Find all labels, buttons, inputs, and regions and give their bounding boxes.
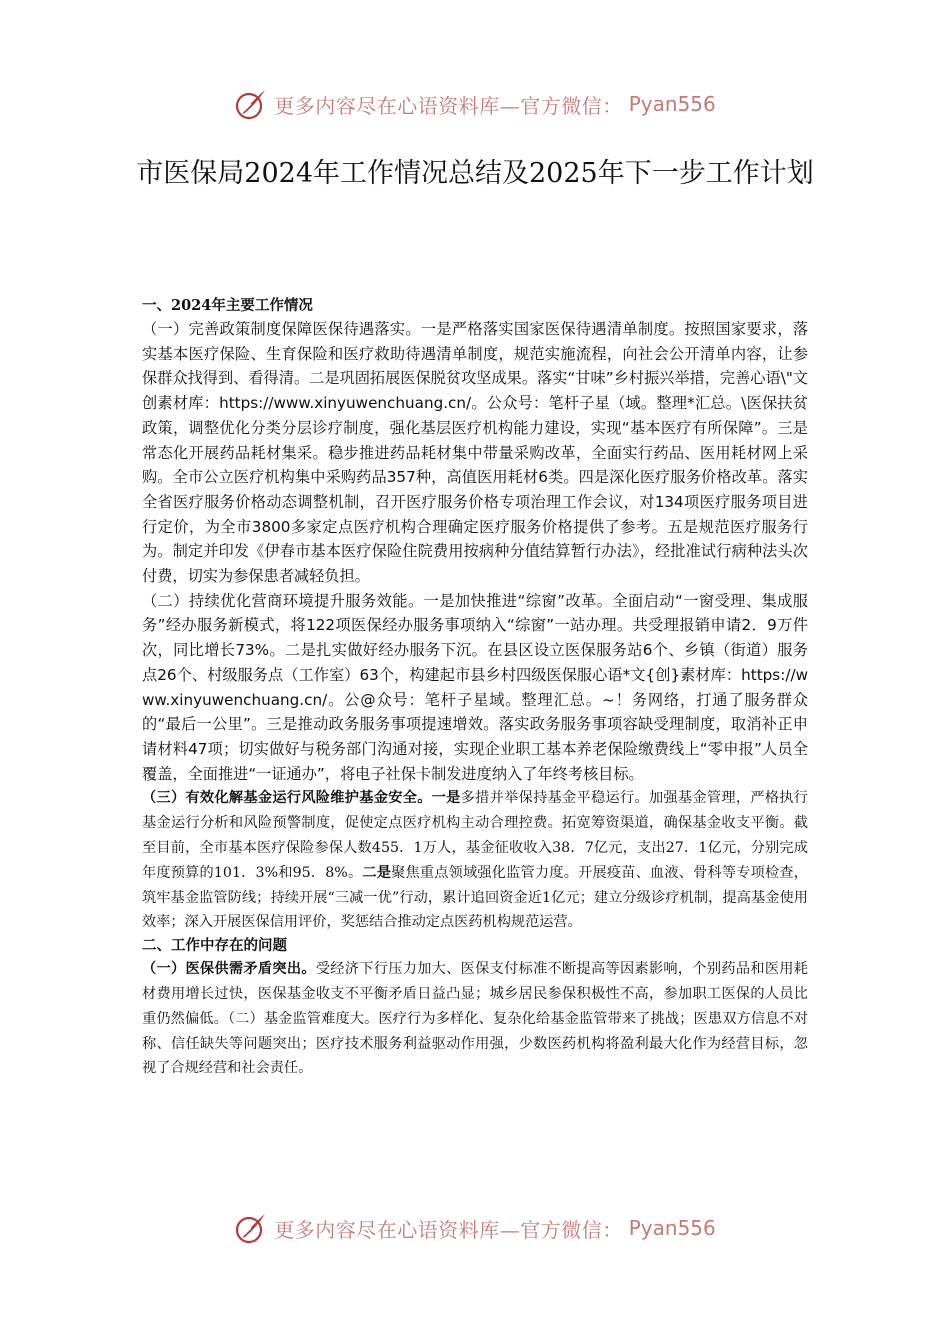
paragraph-service: （二）持续优化营商环境提升服务效能。一是加快推进“综窗”改革。全面启动“一窗受理、集成服务”经办服务新模式，将122项医保经办服务事项纳入“综窗”一站办理。共受理报销申请2．9万件次，同比增长73%。二是扎实做好经办服务下沉。在县区设立医保服务站6个、乡镇（街道）服务点26个、村级服务点（工作室）63个，构建起市县乡村四级医保服心语*文{创}素材库：https://www.xinyuwenchuang.cn/。公@众号：笔杆子星域。整理汇总。~！务网络，打通了服务群众的“最后一公里”。三是推动政务服务事项提速增效。落实政务服务事项容缺受理制度，取消补正申请材料47项；切实做好与税务部门沟通对接，实现企业职工基本养老保险缴费线上“零申报”人员全覆盖，全面推进“一证通办”，将电子社保卡制发进度纳入了年终考核目标。 bbox=[142, 591, 808, 783]
paragraph-problems bbox=[142, 957, 808, 1081]
banner-text: 更多内容尽在心语资料库—官方微信： bbox=[274, 93, 623, 118]
paragraph-fund-text-1: 多措并举保持基金平稳运行。加强基金管理，严格执行基金运行分析和风险预警制度，促使定点医疗机构主动合理控费。拓宽筹资渠道，确保基金收支平衡。截至目前，全市基本医疗保险参保人数455．1万人，基金征收收入38．7亿元，支出27．1亿元，分别完成年度预算的101．3%和95．8%。 bbox=[142, 790, 808, 881]
banner-wechat-id: Pyan556 bbox=[628, 1216, 716, 1240]
header-banner bbox=[0, 80, 950, 128]
footer-banner bbox=[0, 1204, 950, 1252]
paragraph-fund-lead-2: 二是 bbox=[362, 864, 392, 881]
paragraph-fund bbox=[142, 786, 808, 935]
document-body bbox=[142, 295, 808, 1081]
paragraph-problems-text: 受经济下行压力加大、医保支付标准不断提高等因素影响，个别药品和医用耗材费用增长过快，医保基金收支不平衡矛盾日益凸显；城乡居民参保积极性不高，参加职工医保的人员比重仍然偏低。（二）基金监管难度大。医疗行为多样化、复杂化给基金监管带来了挑战；医患双方信息不对称、信任缺失等问题突出；医疗技术服务利益驱动作用强，少数医药机构将盈利最大化作为经营目标，忽视了合规经营和社会责任。 bbox=[142, 961, 808, 1077]
banner-text: 更多内容尽在心语资料库—官方微信： bbox=[274, 1217, 623, 1242]
paragraph-fund-lead: （三）有效化解基金运行风险维护基金安全。一是 bbox=[142, 790, 461, 807]
section-heading-1: 一、2024年主要工作情况 bbox=[142, 297, 313, 314]
paragraph-problems-lead: （一）医保供需矛盾突出。 bbox=[142, 961, 316, 978]
quill-logo-icon bbox=[234, 87, 268, 121]
banner-wechat-id: Pyan556 bbox=[628, 92, 716, 116]
document-title: 市医保局2024年工作情况总结及2025年下一步工作计划 bbox=[136, 158, 814, 189]
paragraph-policy: （一）完善政策制度保障医保待遇落实。一是严格落实国家医保待遇清单制度。按照国家要求，落实基本医疗保险、生育保险和医疗救助待遇清单制度，规范实施流程，向社会公开清单内容，让参保群众找得到、看得清。二是巩固拓展医保脱贫攻坚成果。落实“甘味”乡村振兴举措，完善心语\"文创素材库：https://www.xinyuwenchuang.cn/。公众号：笔杆子星（域。整理*汇总。\医保扶贫政策，调整优化分类分层诊疗制度，强化基层医疗机构能力建设，实现“基本医疗有所保障”。三是常态化开展药品耗材集采。稳步推进药品耗材集中带量采购改革，全面实行药品、医用耗材网上采购。全市公立医疗机构集中采购药品357种，高值医用耗材6类。四是深化医疗服务价格改革。落实全省医疗服务价格动态调整机制，召开医疗服务价格专项治理工作会议，对134项医疗服务项目进行定价，为全市3800多家定点医疗机构合理确定医疗服务价格提供了参考。五是规范医疗服务行为。制定并印发《伊春市基本医疗保险住院费用按病种分值结算暂行办法》，经批准试行病种法头次付费，切实为参保患者减轻负担。 bbox=[142, 320, 808, 586]
section-heading-2: 二、工作中存在的问题 bbox=[142, 937, 287, 955]
quill-logo-icon bbox=[234, 1211, 268, 1245]
paragraph-fund-text-2: 聚焦重点领域强化监管力度。开展疫苗、血液、骨科等专项检查，筑牢基金监管防线；持续开展“三减一优”行动，累计追回资金近1亿元；建立分级诊疗机制，提高基金使用效率；深入开展医保信用评价，奖惩结合推动定点医药机构规范运营。 bbox=[142, 864, 808, 931]
